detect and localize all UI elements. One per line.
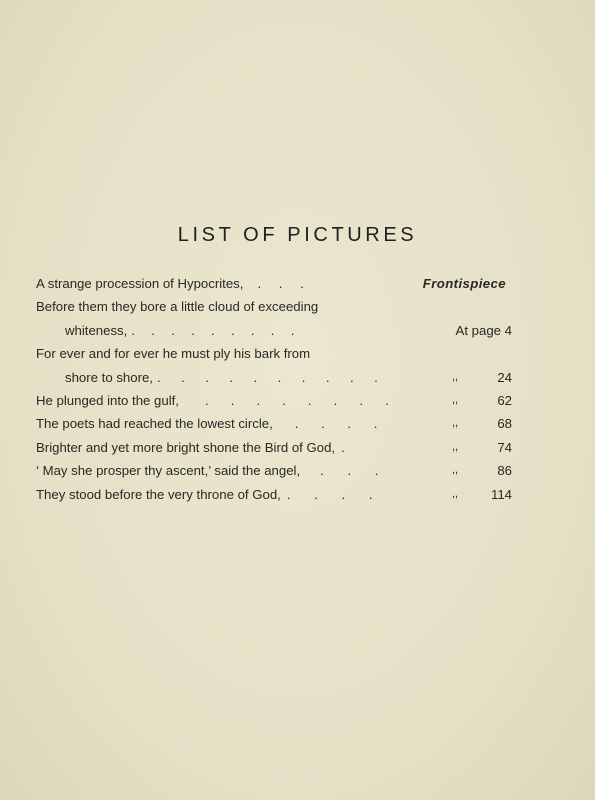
list-item-continuation — [36, 319, 512, 342]
entry-caption-cont: shore to shore, — [65, 369, 153, 385]
leader-dots: . . . . . . . . . . — [156, 369, 387, 385]
ditto-mark: ,, — [452, 417, 459, 430]
list-item — [36, 389, 512, 412]
ditto-mark: ,, — [452, 393, 459, 406]
entry-caption-cont: whiteness, — [65, 322, 128, 338]
entry-page-ref: 86 — [497, 463, 512, 479]
list-item — [36, 342, 512, 365]
entry-caption: Brighter and yet more bright shone the Bird of God, — [36, 439, 336, 455]
list-item — [36, 295, 512, 318]
entry-page-ref: 24 — [497, 369, 512, 385]
entry-caption: Before them they bore a little cloud of exceeding — [36, 299, 319, 315]
page-title: LIST OF PICTURES — [177, 224, 418, 246]
list-item — [36, 436, 512, 459]
ditto-mark: ,, — [452, 464, 459, 477]
leader-dots: . . . . . . . . — [204, 392, 398, 408]
leader-dots: . . . — [320, 463, 389, 479]
list-item — [36, 483, 512, 506]
leader-dots: . — [341, 439, 345, 455]
entry-caption: ‘ May she prosper thy ascent,’ said the angel, — [36, 463, 301, 479]
list-item-continuation — [36, 366, 512, 389]
ditto-mark: ,, — [452, 487, 459, 500]
leader-dots: . . . . — [294, 416, 387, 432]
entry-page-ref: 74 — [497, 439, 512, 455]
ditto-mark: ,, — [452, 370, 459, 383]
ditto-mark: ,, — [452, 440, 459, 453]
leader-dots: . . . . — [286, 486, 383, 502]
picture-list — [36, 272, 512, 506]
list-item — [36, 272, 512, 295]
entry-page-ref: Frontispiece — [422, 276, 506, 291]
list-item — [36, 412, 512, 435]
list-item — [36, 459, 512, 482]
leader-dots: . . . . . . . . . — [131, 322, 301, 338]
entry-caption: He plunged into the gulf, — [36, 392, 179, 408]
entry-caption: For ever and for ever he must ply his bark from — [36, 346, 311, 362]
entry-page-ref: 62 — [497, 392, 512, 408]
entry-caption: They stood before the very throne of God, — [36, 486, 281, 502]
entry-caption: A strange procession of Hypocrites, — [36, 276, 244, 291]
leader-dots: . . . — [257, 276, 311, 291]
entry-page-ref: 68 — [497, 416, 512, 432]
entry-caption: The poets had reached the lowest circle, — [36, 416, 273, 432]
entry-page-ref: At page 4 — [455, 322, 512, 338]
entry-page-ref: 114 — [490, 486, 512, 502]
